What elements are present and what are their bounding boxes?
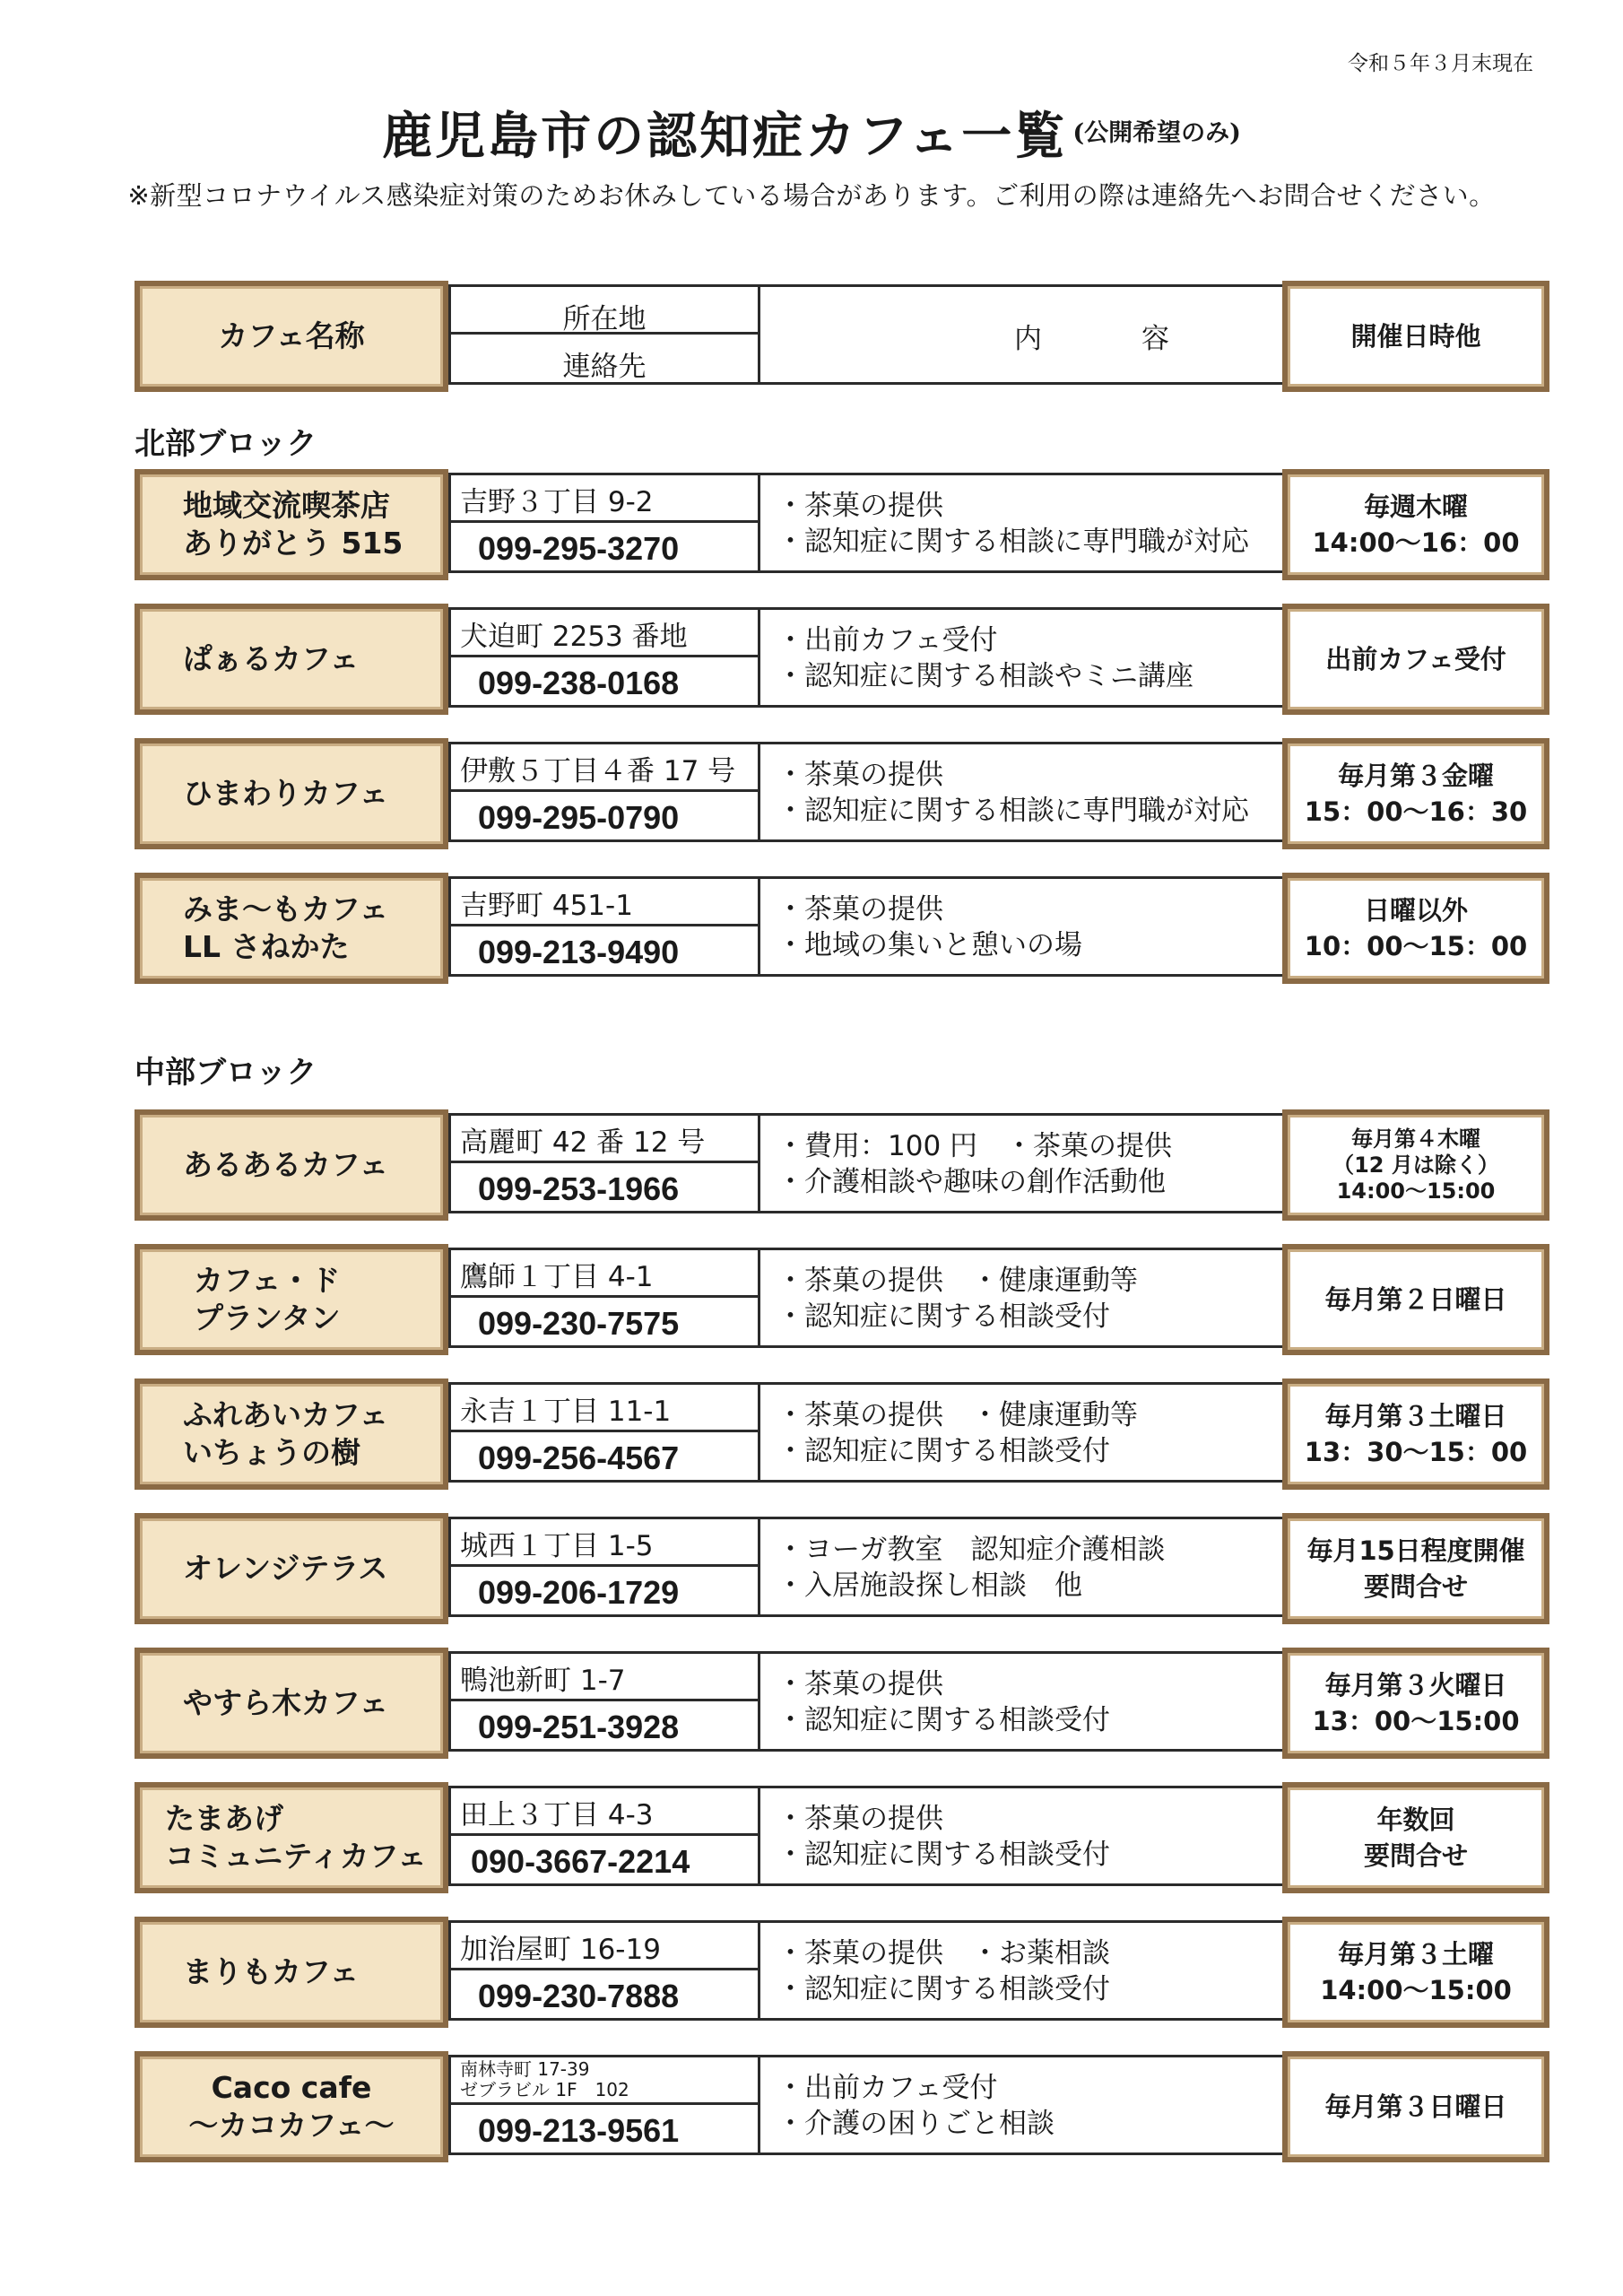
content-line: ・費用：100 円 ・茶菓の提供 bbox=[777, 1130, 1173, 1162]
cafe-name-box bbox=[135, 1513, 448, 1624]
address: 鴨池新町 1-7 bbox=[451, 1654, 758, 1701]
schedule-box bbox=[1282, 1782, 1549, 1893]
cafe-name-line: LL さねかた bbox=[183, 929, 350, 964]
schedule bbox=[1325, 641, 1506, 677]
schedule-line: 要問合せ bbox=[1363, 1571, 1468, 1602]
schedule-line: 毎週木曜 bbox=[1363, 491, 1468, 522]
phone-number: 099-253-1966 bbox=[478, 1170, 680, 1207]
schedule-box bbox=[1282, 738, 1549, 849]
schedule-line: 13：00〜15:00 bbox=[1312, 1706, 1520, 1736]
schedule-line: 14:00〜16：00 bbox=[1312, 527, 1520, 558]
address: 高麗町 42 番 12 号 bbox=[451, 1116, 758, 1163]
content-line: ・茶菓の提供 bbox=[777, 893, 943, 926]
phone-number: 099-230-7575 bbox=[478, 1305, 680, 1342]
schedule-line: 14:00〜15:00 bbox=[1336, 1178, 1496, 1204]
content-line: ・茶菓の提供 bbox=[777, 1803, 943, 1835]
location-cell bbox=[451, 744, 760, 839]
cafe-name-line: あるあるカフェ bbox=[183, 1147, 389, 1182]
schedule bbox=[1306, 1533, 1524, 1605]
schedule-line: 年数回 bbox=[1376, 1805, 1455, 1835]
table-row bbox=[135, 1917, 1549, 2028]
address: 城西１丁目 1-5 bbox=[451, 1519, 758, 1567]
phone-number: 099-213-9561 bbox=[478, 2112, 680, 2149]
address: 伊敷５丁目４番 17 号 bbox=[451, 744, 758, 792]
cafe-name-box bbox=[135, 1378, 448, 1490]
schedule bbox=[1305, 892, 1527, 964]
cafe-name-line: Caco cafe bbox=[211, 2070, 372, 2105]
cafe-name-line: カフェ・ド bbox=[194, 1263, 341, 1298]
header-location: 所在地 bbox=[451, 287, 758, 335]
schedule-line: 10：00〜15：00 bbox=[1304, 931, 1528, 961]
schedule-line: 毎月第４木曜 bbox=[1350, 1126, 1480, 1152]
location-cell bbox=[451, 1116, 760, 1211]
schedule-box bbox=[1282, 1648, 1549, 1759]
schedule-line: （12 月は除く） bbox=[1332, 1152, 1499, 1178]
cafe-name bbox=[183, 487, 403, 562]
schedule bbox=[1364, 1802, 1468, 1874]
cafe-name bbox=[165, 1800, 427, 1875]
page-title-block bbox=[0, 97, 1623, 169]
schedule bbox=[1324, 2089, 1506, 2125]
cafe-name-box bbox=[135, 1917, 448, 2028]
date-note: 令和５年３月末現在 bbox=[1348, 52, 1533, 75]
address: 永吉１丁目 11-1 bbox=[451, 1385, 758, 1432]
table-row bbox=[135, 1648, 1549, 1759]
cafe-name bbox=[183, 775, 388, 813]
content-line: ・茶菓の提供 ・お薬相談 bbox=[777, 1937, 1110, 1970]
schedule-line: 15：00〜16：30 bbox=[1304, 796, 1528, 827]
cafe-name-box bbox=[135, 2051, 448, 2162]
schedule bbox=[1312, 1667, 1519, 1739]
location-cell bbox=[451, 475, 760, 570]
content-line: ・茶菓の提供 bbox=[777, 759, 943, 791]
schedule bbox=[1324, 1282, 1506, 1318]
schedule-line: 毎月第３火曜日 bbox=[1324, 1670, 1507, 1700]
table-row bbox=[135, 1244, 1549, 1355]
cafe-name-box bbox=[135, 738, 448, 849]
address: 吉野町 451-1 bbox=[451, 879, 758, 926]
notice-text: ※新型コロナウイルス感染症対策のためお休みしている場合があります。ご利用の際は連絡先へお問合せください。 bbox=[127, 180, 1496, 211]
schedule-box bbox=[1282, 604, 1549, 715]
content-line: ・認知症に関する相談受付 bbox=[777, 1839, 1110, 1871]
address: 吉野３丁目 9-2 bbox=[451, 475, 758, 523]
header-contact: 連絡先 bbox=[562, 351, 647, 383]
cafe-name-box bbox=[135, 1109, 448, 1221]
phone-number: 099-230-7888 bbox=[478, 1978, 680, 2014]
content-line: ・茶菓の提供 ・健康運動等 bbox=[777, 1265, 1138, 1297]
address: 犬迫町 2253 番地 bbox=[451, 610, 758, 657]
cafe-name-line: 〜カコカフェ〜 bbox=[188, 2108, 395, 2143]
header-schedule: 開催日時他 bbox=[1350, 321, 1481, 352]
address bbox=[451, 2057, 758, 2105]
location-cell bbox=[451, 1385, 760, 1480]
content-line: ・認知症に関する相談受付 bbox=[777, 1435, 1110, 1467]
table-row bbox=[135, 469, 1549, 580]
schedule-line: 毎月15日程度開催 bbox=[1306, 1535, 1525, 1566]
location-cell bbox=[451, 2057, 760, 2152]
cafe-name-line: プランタン bbox=[194, 1300, 341, 1335]
location-cell bbox=[451, 1250, 760, 1345]
table-row bbox=[135, 1378, 1549, 1490]
cafe-name-line: まりもカフェ bbox=[183, 1954, 360, 1989]
schedule bbox=[1312, 489, 1519, 561]
schedule-line: 日曜以外 bbox=[1363, 895, 1468, 926]
cafe-name bbox=[188, 2069, 394, 2144]
table-row bbox=[135, 738, 1549, 849]
schedule bbox=[1320, 1936, 1512, 2008]
phone-number: 090-3667-2214 bbox=[471, 1843, 690, 1880]
cafe-name-box bbox=[135, 604, 448, 715]
location-cell bbox=[451, 1654, 760, 1749]
cafe-name bbox=[183, 640, 359, 678]
phone-number: 099-206-1729 bbox=[478, 1574, 680, 1611]
schedule-line: 14:00〜15:00 bbox=[1320, 1975, 1512, 2005]
cafe-name bbox=[183, 1684, 388, 1722]
cafe-name-line: ぱぁるカフェ bbox=[183, 641, 360, 676]
address: 加治屋町 16-19 bbox=[451, 1923, 758, 1970]
header-schedule-box bbox=[1282, 281, 1549, 392]
schedule bbox=[1305, 758, 1527, 830]
cafe-name-line: コミュニティカフェ bbox=[165, 1839, 428, 1874]
cafe-name-box bbox=[135, 469, 448, 580]
table-row bbox=[135, 1109, 1549, 1221]
cafe-name-line: オレンジテラス bbox=[183, 1551, 388, 1586]
schedule-box bbox=[1282, 1244, 1549, 1355]
content-line: ・介護の困りごと相談 bbox=[777, 2108, 1055, 2140]
table-row bbox=[135, 1782, 1549, 1893]
content-line: ・地域の集いと憩いの場 bbox=[777, 929, 1082, 961]
content-line: ・認知症に関する相談やミニ講座 bbox=[777, 660, 1193, 692]
address-line: ゼブラビル 1F 102 bbox=[460, 2079, 629, 2100]
section-title-central: 中部ブロック bbox=[135, 1055, 317, 1091]
schedule-line: 毎月第３日曜日 bbox=[1324, 2092, 1507, 2122]
schedule-box bbox=[1282, 873, 1549, 984]
address: 鷹師１丁目 4-1 bbox=[451, 1250, 758, 1298]
table-row bbox=[135, 604, 1549, 715]
phone-number: 099-295-0790 bbox=[478, 799, 680, 836]
content-line: ・茶菓の提供 bbox=[777, 1668, 943, 1700]
cafe-name-line: いちょうの樹 bbox=[183, 1435, 360, 1470]
header-location-cell bbox=[451, 287, 760, 382]
cafe-name-line: みま〜もカフェ bbox=[183, 891, 389, 926]
cafe-name bbox=[183, 1396, 388, 1472]
schedule-box bbox=[1282, 1917, 1549, 2028]
schedule-line: 毎月第２日曜日 bbox=[1324, 1284, 1507, 1315]
schedule-line: 要問合せ bbox=[1363, 1840, 1468, 1871]
schedule bbox=[1332, 1126, 1499, 1205]
header-name: カフェ名称 bbox=[218, 318, 365, 353]
cafe-name-line: ふれあいカフェ bbox=[183, 1397, 389, 1432]
cafe-name bbox=[194, 1262, 341, 1337]
cafe-name-box bbox=[135, 1648, 448, 1759]
phone-number: 099-238-0168 bbox=[478, 665, 680, 701]
cafe-name-box bbox=[135, 1244, 448, 1355]
location-cell bbox=[451, 879, 760, 974]
page-subtitle: (公開希望のみ) bbox=[1072, 119, 1241, 147]
phone-number: 099-213-9490 bbox=[478, 934, 680, 970]
table-row bbox=[135, 2051, 1549, 2162]
schedule-line: 13：30〜15：00 bbox=[1304, 1437, 1528, 1467]
section-title-north: 北部ブロック bbox=[135, 426, 317, 462]
cafe-name-line: ありがとう 515 bbox=[183, 526, 404, 561]
header-name-box bbox=[135, 281, 448, 392]
table-header bbox=[135, 281, 1549, 392]
cafe-name bbox=[183, 891, 388, 966]
phone-number: 099-295-3270 bbox=[478, 530, 680, 567]
header-content: 内 容 bbox=[1014, 323, 1205, 355]
content-line: ・認知症に関する相談に専門職が対応 bbox=[777, 526, 1249, 558]
phone-number: 099-251-3928 bbox=[478, 1709, 680, 1745]
schedule-line: 毎月第３金曜 bbox=[1337, 761, 1494, 791]
cafe-name bbox=[183, 1550, 387, 1587]
content-line: ・茶菓の提供 ・健康運動等 bbox=[777, 1399, 1138, 1431]
content-line: ・認知症に関する相談受付 bbox=[777, 1300, 1110, 1333]
location-cell bbox=[451, 1788, 760, 1883]
schedule-box bbox=[1282, 2051, 1549, 2162]
cafe-name-line: 地域交流喫茶店 bbox=[183, 488, 390, 523]
content-line: ・入居施設探し相談 他 bbox=[777, 1570, 1082, 1602]
schedule bbox=[1305, 1398, 1527, 1470]
table-row bbox=[135, 1513, 1549, 1624]
cafe-name-line: たまあげ bbox=[165, 1801, 283, 1836]
location-cell bbox=[451, 610, 760, 705]
cafe-name-line: ひまわりカフェ bbox=[183, 776, 389, 811]
content-line: ・ヨーガ教室 認知症介護相談 bbox=[777, 1534, 1166, 1566]
schedule-line: 毎月第３土曜日 bbox=[1324, 1401, 1507, 1431]
content-line: ・認知症に関する相談に専門職が対応 bbox=[777, 795, 1249, 827]
schedule-box bbox=[1282, 469, 1549, 580]
schedule-line: 毎月第３土曜 bbox=[1337, 1939, 1494, 1970]
location-cell bbox=[451, 1923, 760, 2018]
schedule-box bbox=[1282, 1513, 1549, 1624]
content-line: ・認知症に関する相談受付 bbox=[777, 1973, 1110, 2005]
content-line: ・介護相談や趣味の創作活動他 bbox=[777, 1166, 1166, 1198]
location-cell bbox=[451, 1519, 760, 1614]
content-line: ・出前カフェ受付 bbox=[777, 2072, 998, 2104]
cafe-name-line: やすら木カフェ bbox=[183, 1685, 389, 1720]
schedule-line: 出前カフェ受付 bbox=[1325, 644, 1506, 674]
address-line: 南林寺町 17-39 bbox=[460, 2058, 590, 2080]
content-line: ・出前カフェ受付 bbox=[777, 624, 998, 657]
address: 田上３丁目 4-3 bbox=[451, 1788, 758, 1836]
table-row bbox=[135, 873, 1549, 984]
content-line: ・認知症に関する相談受付 bbox=[777, 1704, 1110, 1736]
cafe-name bbox=[183, 1953, 359, 1991]
schedule-box bbox=[1282, 1378, 1549, 1490]
content-line: ・茶菓の提供 bbox=[777, 490, 943, 522]
phone-number: 099-256-4567 bbox=[478, 1439, 680, 1476]
cafe-name bbox=[183, 1146, 388, 1184]
schedule-box bbox=[1282, 1109, 1549, 1221]
page-title: 鹿児島市の認知症カフェ一覧 bbox=[382, 107, 1068, 166]
cafe-name-box bbox=[135, 1782, 448, 1893]
cafe-name-box bbox=[135, 873, 448, 984]
